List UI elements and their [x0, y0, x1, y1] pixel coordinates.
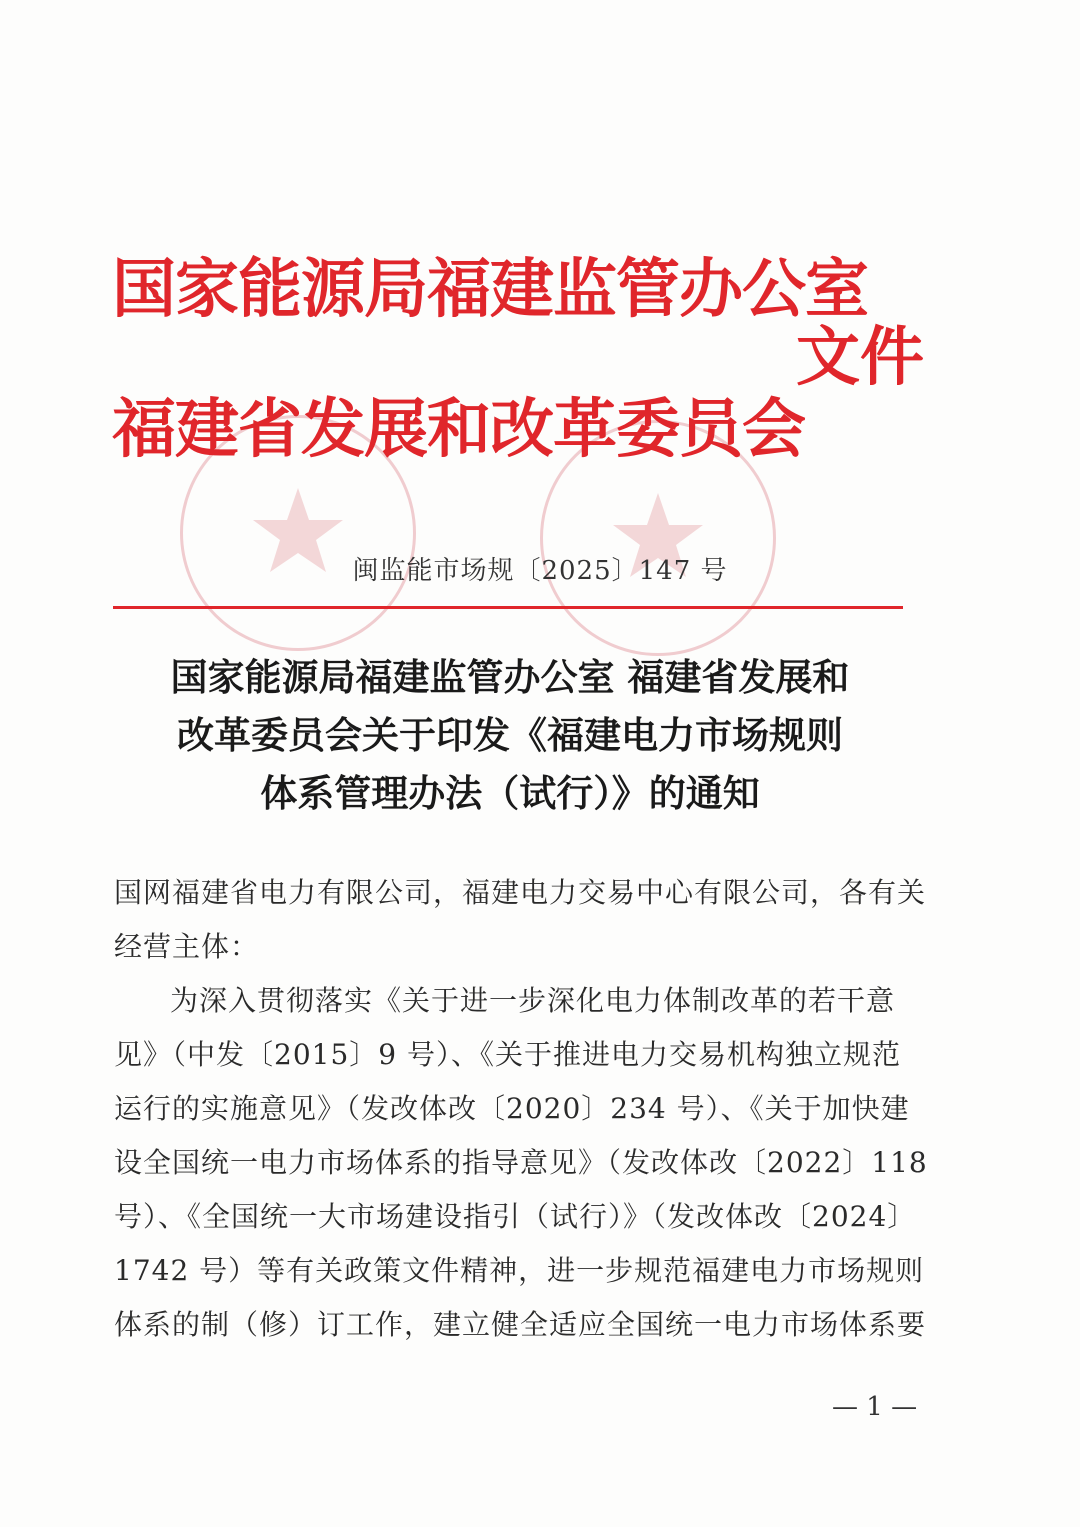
red-divider-line — [113, 606, 903, 609]
document-body — [114, 866, 928, 1352]
addressee-line: 经营主体： — [114, 930, 260, 963]
paragraph-line: 设全国统一电力市场体系的指导意见》（发改体改〔2022〕118 — [114, 1146, 928, 1179]
page-number: — 1 — — [832, 1392, 918, 1422]
title-line: 体系管理办法（试行）》的通知 — [260, 771, 760, 815]
paragraph-line: 号）、《全国统一大市场建设指引（试行）》（发改体改〔2024〕 — [114, 1200, 917, 1233]
document-title — [110, 648, 970, 822]
paragraph-line: 为深入贯彻落实《关于进一步深化电力体制改革的若干意 — [170, 984, 896, 1017]
title-line: 改革委员会关于印发《福建电力市场规则 — [177, 713, 843, 757]
title-line: 国家能源局福建监管办公室 福建省发展和 — [170, 655, 850, 699]
issuer-name-1: 国家能源局福建监管办公室 — [112, 252, 868, 327]
paragraph-line: 运行的实施意见》（发改体改〔2020〕234 号）、《关于加快建 — [114, 1092, 910, 1125]
document-header — [112, 238, 924, 478]
document-number: 闽监能市场规〔2025〕147 号 — [352, 556, 728, 586]
addressee-line: 国网福建省电力有限公司，福建电力交易中心有限公司，各有关 — [114, 876, 927, 909]
paragraph-line: 1742 号）等有关政策文件精神，进一步规范福建电力市场规则 — [114, 1254, 925, 1287]
paragraph-line: 体系的制（修）订工作，建立健全适应全国统一电力市场体系要 — [114, 1308, 927, 1341]
issuer-name-2: 福建省发展和改革委员会 — [112, 392, 805, 467]
document-type-label: 文件 — [796, 320, 924, 395]
paragraph-line: 见》（中发〔2015〕9 号）、《关于推进电力交易机构独立规范 — [114, 1038, 901, 1071]
